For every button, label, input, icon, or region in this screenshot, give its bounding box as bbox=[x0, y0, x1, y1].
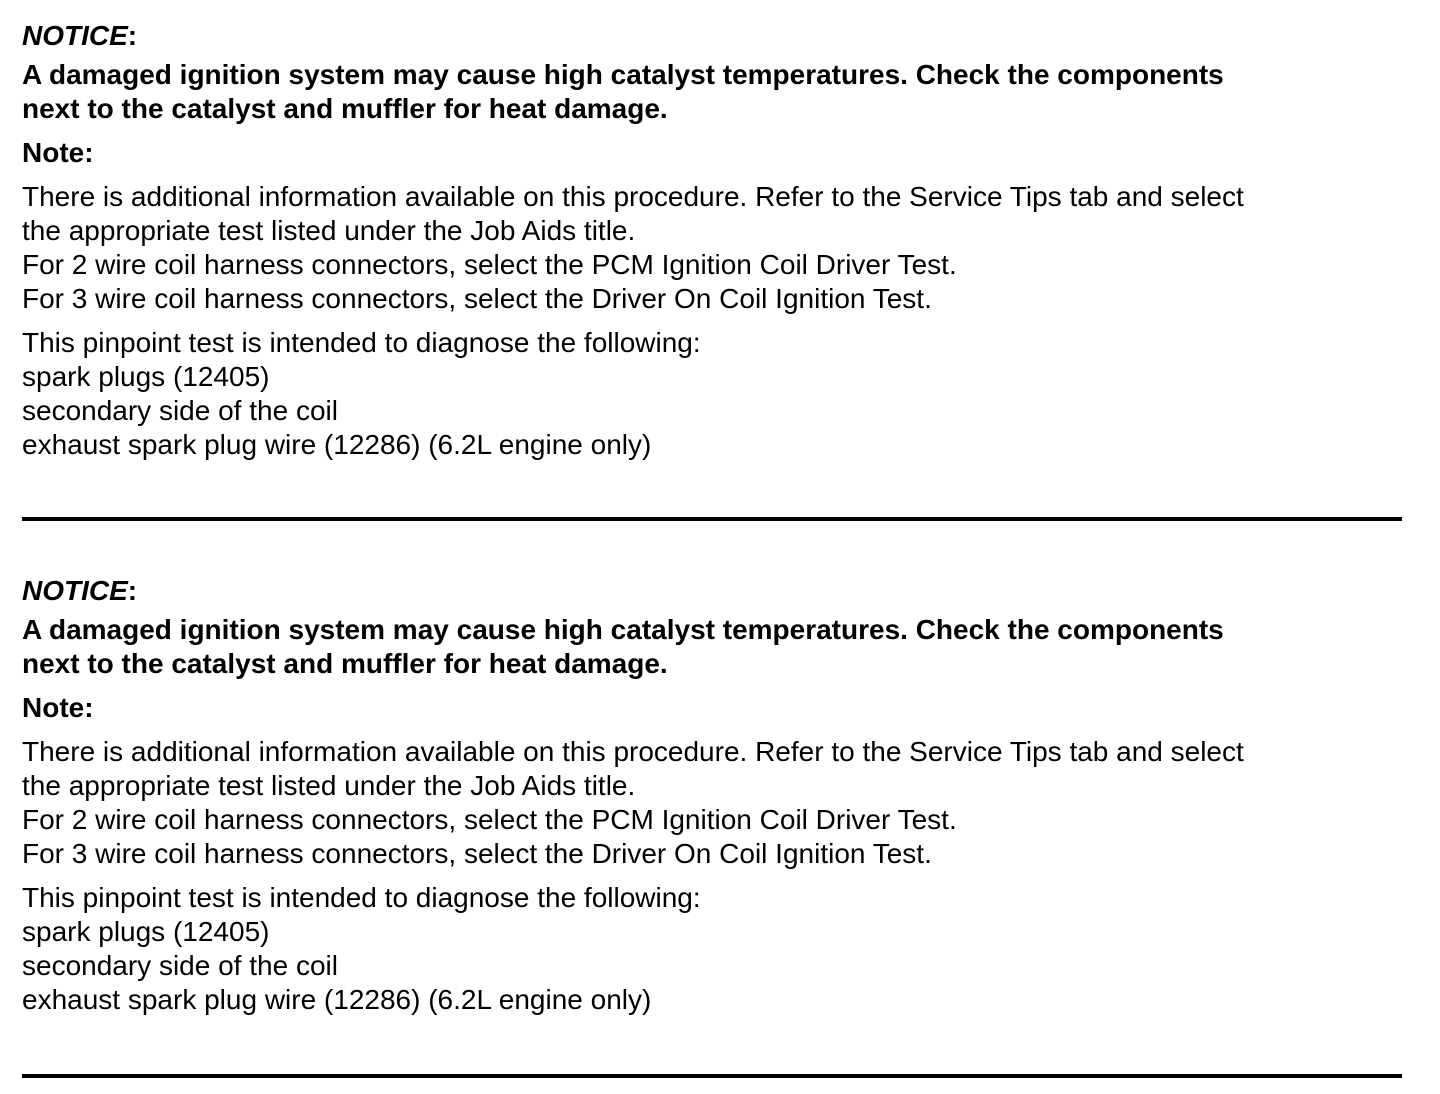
notice-text-line: A damaged ignition system may cause high catalyst temperatures. Check the components bbox=[22, 59, 1224, 90]
diagnose-item: secondary side of the coil bbox=[22, 395, 338, 426]
note-line: For 2 wire coil harness connectors, select the PCM Ignition Coil Driver Test. bbox=[22, 249, 957, 280]
notice-label-text: NOTICE bbox=[22, 20, 128, 51]
note-line: There is additional information available on this procedure. Refer to the Service Tips tab and select bbox=[22, 181, 1244, 212]
notice-label-text: NOTICE bbox=[22, 575, 128, 606]
diagnose-item: secondary side of the coil bbox=[22, 950, 338, 981]
diagnose-intro: This pinpoint test is intended to diagnose the following: bbox=[22, 327, 701, 358]
note-line: For 3 wire coil harness connectors, select the Driver On Coil Ignition Test. bbox=[22, 283, 932, 314]
procedure-section bbox=[22, 573, 1402, 1017]
note-line: There is additional information available on this procedure. Refer to the Service Tips tab and select bbox=[22, 736, 1244, 767]
notice-text bbox=[22, 613, 1402, 691]
note-line: For 3 wire coil harness connectors, select the Driver On Coil Ignition Test. bbox=[22, 838, 932, 869]
note-line: the appropriate test listed under the Job Aids title. bbox=[22, 770, 636, 801]
section-divider bbox=[22, 517, 1402, 521]
note-body bbox=[22, 180, 1402, 316]
notice-text-line: next to the catalyst and muffler for heat damage. bbox=[22, 93, 668, 124]
notice-colon: : bbox=[127, 575, 138, 606]
note-heading: Note: bbox=[22, 692, 94, 723]
notice-text bbox=[22, 58, 1402, 136]
diagnose-item: exhaust spark plug wire (12286) (6.2L engine only) bbox=[22, 429, 652, 460]
diagnose-item: spark plugs (12405) bbox=[22, 916, 270, 947]
diagnose-intro: This pinpoint test is intended to diagnose the following: bbox=[22, 882, 701, 913]
note-body bbox=[22, 735, 1402, 871]
note-heading: Note: bbox=[22, 137, 94, 168]
note-line: the appropriate test listed under the Job Aids title. bbox=[22, 215, 636, 246]
diagnose-list bbox=[22, 881, 1402, 1017]
note-line: For 2 wire coil harness connectors, select the PCM Ignition Coil Driver Test. bbox=[22, 804, 957, 835]
section-divider bbox=[22, 1074, 1402, 1078]
diagnose-item: spark plugs (12405) bbox=[22, 361, 270, 392]
notice-colon: : bbox=[127, 20, 138, 51]
notice-heading bbox=[22, 573, 1402, 613]
notice-heading bbox=[22, 18, 1402, 58]
notice-text-line: next to the catalyst and muffler for heat damage. bbox=[22, 648, 668, 679]
diagnose-item: exhaust spark plug wire (12286) (6.2L engine only) bbox=[22, 984, 652, 1015]
notice-text-line: A damaged ignition system may cause high catalyst temperatures. Check the components bbox=[22, 614, 1224, 645]
diagnose-list bbox=[22, 326, 1402, 462]
procedure-section bbox=[22, 18, 1402, 462]
